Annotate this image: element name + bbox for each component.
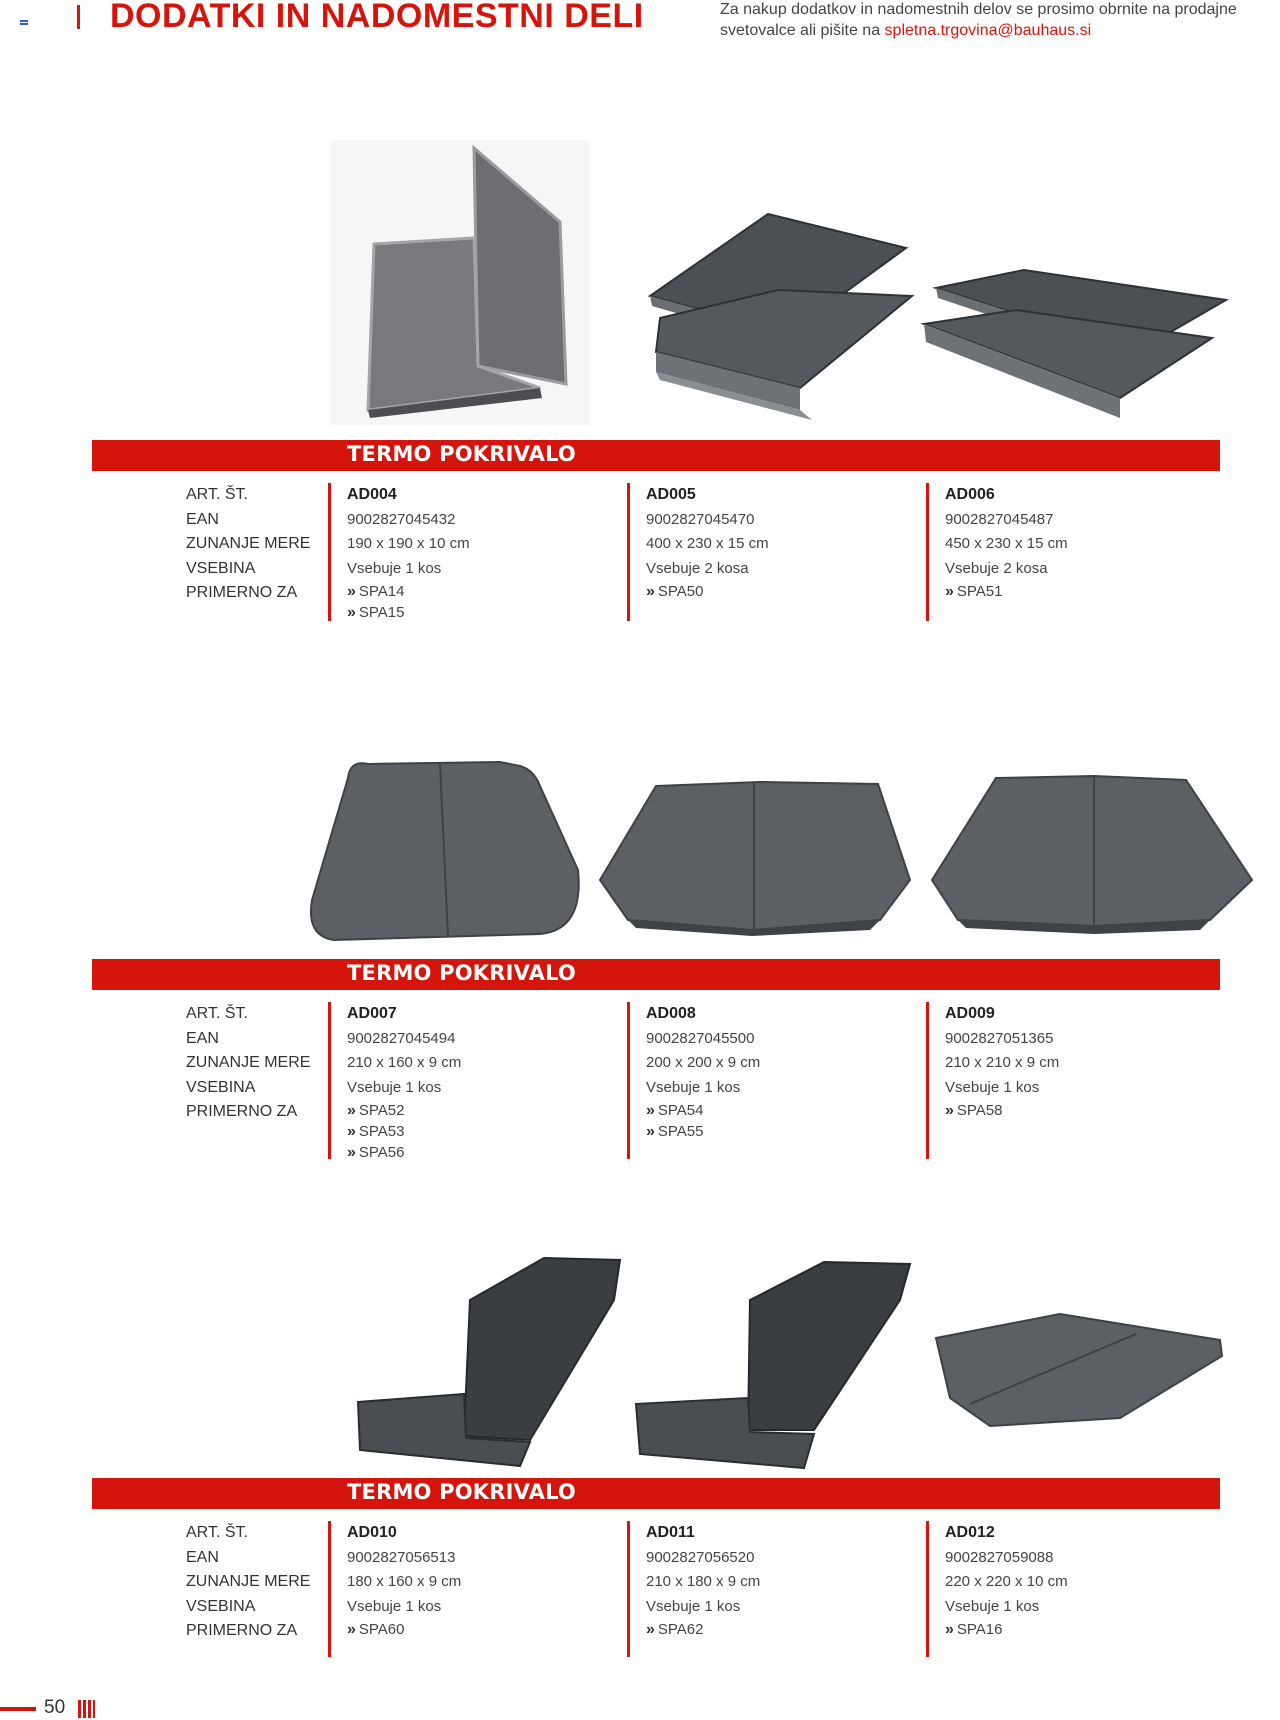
chevron-right-icon: »: [347, 1621, 356, 1638]
product-ean: 9002827045487: [945, 510, 1054, 528]
suitable-item[interactable]: » SPA16: [945, 1621, 1003, 1638]
product-content: Vsebuje 1 kos: [347, 559, 442, 577]
label-content: VSEBINA: [186, 1078, 256, 1096]
section-title: TERMO POKRIVALO: [347, 961, 576, 985]
label-ean: EAN: [186, 1029, 219, 1047]
product-code: AD012: [945, 1524, 995, 1541]
section-band-3: [92, 1478, 1220, 1509]
product-dims: 190 x 190 x 10 cm: [347, 535, 470, 552]
suitable-item[interactable]: » SPA50: [646, 583, 704, 600]
product-dims: 200 x 200 x 9 cm: [646, 1054, 761, 1071]
product-code: AD007: [347, 1005, 397, 1022]
product-code: AD004: [347, 486, 397, 503]
label-content: VSEBINA: [186, 559, 256, 577]
product-content: Vsebuje 1 kos: [646, 1597, 741, 1615]
chevron-right-icon: »: [347, 604, 356, 621]
product-dims: 210 x 160 x 9 cm: [347, 1054, 462, 1071]
product-dims: 400 x 230 x 15 cm: [646, 535, 769, 552]
suitable-item[interactable]: » SPA54: [646, 1102, 704, 1119]
page-number: 50: [44, 1697, 66, 1718]
product-ean: 9002827051365: [945, 1029, 1054, 1047]
suitable-item[interactable]: » SPA14: [347, 583, 405, 600]
product-dims: 220 x 220 x 10 cm: [945, 1573, 1068, 1590]
label-suitable: PRIMERNO ZA: [186, 584, 298, 601]
label-suitable: PRIMERNO ZA: [186, 1103, 298, 1120]
page-title: DODATKI IN NADOMESTNI DELI: [110, 0, 644, 35]
chevron-right-icon: »: [945, 1102, 954, 1119]
product-dims: 210 x 180 x 9 cm: [646, 1573, 761, 1590]
label-ean: EAN: [186, 1548, 219, 1566]
label-art: ART. ŠT.: [186, 486, 248, 503]
product-dims: 210 x 210 x 9 cm: [945, 1054, 1060, 1071]
suitable-item[interactable]: » SPA52: [347, 1102, 405, 1119]
chevron-right-icon: »: [347, 1123, 356, 1140]
product-card-ad010: [328, 1521, 461, 1657]
chevron-right-icon: »: [646, 583, 655, 600]
chevron-right-icon: »: [646, 1621, 655, 1638]
product-content: Vsebuje 1 kos: [646, 1078, 741, 1096]
label-art: ART. ŠT.: [186, 1005, 248, 1022]
product-ean: 9002827045494: [347, 1029, 456, 1047]
product-code: AD006: [945, 486, 995, 503]
product-ean: 9002827045470: [646, 510, 755, 528]
cover-image-ad010: [358, 1258, 620, 1466]
suitable-item[interactable]: » SPA53: [347, 1123, 405, 1140]
cover-image-ad012: [936, 1314, 1222, 1426]
chevron-right-icon: »: [646, 1123, 655, 1140]
chevron-right-icon: »: [646, 1102, 655, 1119]
product-dims: 450 x 230 x 15 cm: [945, 535, 1068, 552]
label-suitable: PRIMERNO ZA: [186, 1622, 298, 1639]
chevron-right-icon: »: [347, 1102, 356, 1119]
product-dims: 180 x 160 x 9 cm: [347, 1573, 462, 1590]
product-card-ad012: [926, 1521, 1068, 1657]
label-dims: ZUNANJE MERE: [186, 1573, 311, 1590]
label-dims: ZUNANJE MERE: [186, 1054, 311, 1071]
header-note-text: Za nakup dodatkov in nadomestnih delov se prosimo obrnite na prodajne svetovalce ali pišite na: [720, 1, 1237, 39]
product-content: Vsebuje 2 kosa: [646, 559, 749, 577]
suitable-item[interactable]: » SPA55: [646, 1123, 704, 1140]
label-content: VSEBINA: [186, 1597, 256, 1615]
cover-image-ad011: [636, 1262, 910, 1468]
section-title: TERMO POKRIVALO: [347, 442, 576, 466]
product-code: AD010: [347, 1524, 397, 1541]
spec-labels: [186, 1521, 310, 1644]
product-content: Vsebuje 1 kos: [945, 1078, 1040, 1096]
product-ean: 9002827045432: [347, 510, 456, 528]
chevron-right-icon: »: [347, 1144, 356, 1161]
product-code: AD009: [945, 1005, 995, 1022]
label-art: ART. ŠT.: [186, 1524, 248, 1541]
contact-email-link[interactable]: spletna.trgovina@bauhaus.si: [884, 22, 1092, 39]
suitable-item[interactable]: » SPA56: [347, 1144, 405, 1161]
suitable-item[interactable]: » SPA58: [945, 1102, 1003, 1119]
footer-accent-line: [0, 1707, 36, 1711]
product-content: Vsebuje 2 kosa: [945, 559, 1048, 577]
product-ean: 9002827045500: [646, 1029, 755, 1047]
suitable-item[interactable]: » SPA62: [646, 1621, 704, 1638]
product-code: AD005: [646, 486, 696, 503]
suitable-item[interactable]: » SPA51: [945, 583, 1003, 600]
product-ean: 9002827059088: [945, 1548, 1054, 1566]
product-content: Vsebuje 1 kos: [945, 1597, 1040, 1615]
product-content: Vsebuje 1 kos: [347, 1078, 442, 1096]
product-code: AD008: [646, 1005, 696, 1022]
product-ean: 9002827056520: [646, 1548, 755, 1566]
chevron-right-icon: »: [945, 583, 954, 600]
chevron-right-icon: »: [945, 1621, 954, 1638]
product-code: AD011: [646, 1524, 695, 1541]
product-content: Vsebuje 1 kos: [347, 1597, 442, 1615]
suitable-item[interactable]: » SPA15: [347, 604, 405, 621]
section-title: TERMO POKRIVALO: [347, 1480, 576, 1504]
suitable-item[interactable]: » SPA60: [347, 1621, 405, 1638]
product-ean: 9002827056513: [347, 1548, 456, 1566]
label-dims: ZUNANJE MERE: [186, 535, 311, 552]
label-ean: EAN: [186, 510, 219, 528]
product-card-ad011: [627, 1521, 760, 1657]
chevron-right-icon: »: [347, 583, 356, 600]
